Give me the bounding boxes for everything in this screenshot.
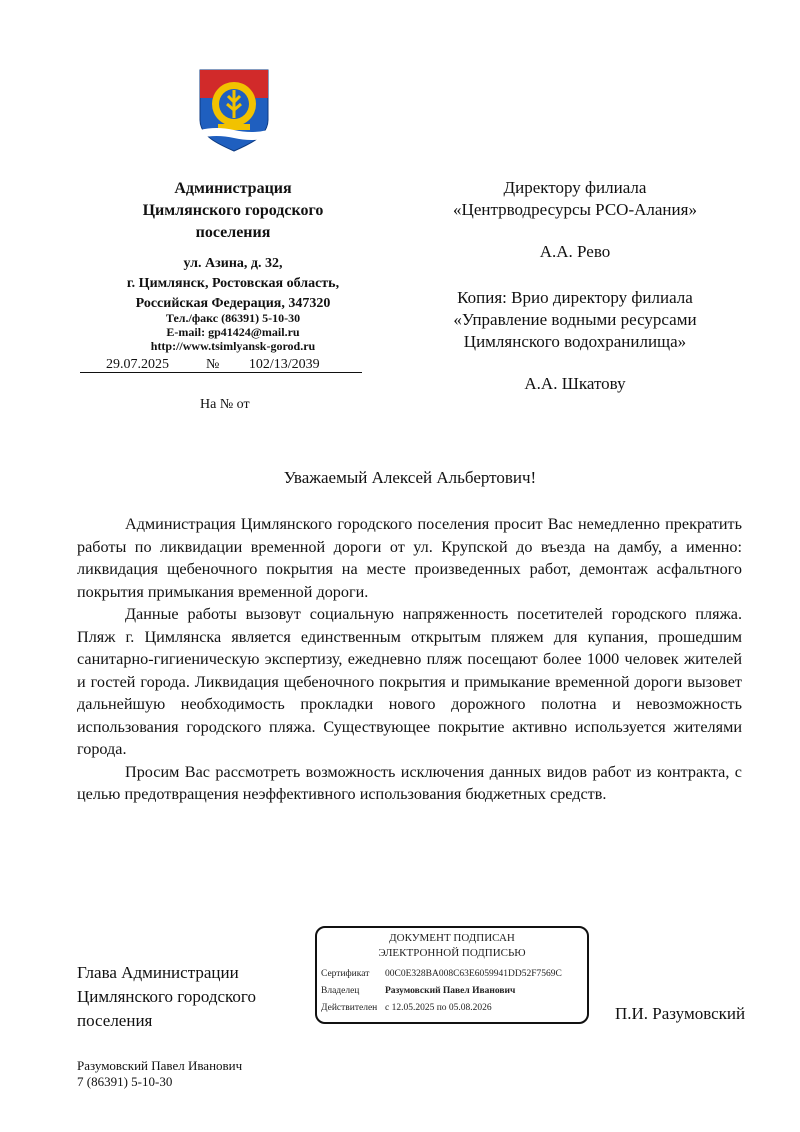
reply-reference: На № от	[200, 397, 250, 412]
recipient-block	[415, 177, 735, 395]
signatory-position	[77, 961, 256, 1033]
sender-website: http://www.tsimlyansk-gorod.ru	[150, 339, 316, 353]
sender-phone: Тел./факс (86391) 5-10-30	[165, 311, 301, 325]
stamp-subtitle: ЭЛЕКТРОННОЙ ПОДПИСЬЮ	[378, 947, 526, 959]
sender-organization-name	[92, 178, 374, 244]
letter-body	[77, 513, 742, 806]
sender-address-line: Российская Федерация, 347320	[135, 296, 331, 311]
body-paragraph: Просим Вас рассмотреть возможность исключения данных видов работ из контракта, с целью предотвращения неэффективного использования бюджетных средств.	[77, 762, 742, 803]
letter-number-label: №	[206, 357, 220, 372]
stamp-owner-value: Разумовский Павел Иванович	[385, 986, 516, 996]
executor-footer	[77, 1058, 242, 1090]
signatory-position-line: поселения	[77, 1011, 153, 1030]
body-paragraph: Администрация Цимлянского городского поселения просит Вас немедленно прекратить работы по ликвидации временной дороги от ул. Крупской до въезда на дамбу, а именно: ликвидация щебеночного покрытия на месте произведенных работ, демонтаж асфальтного покрытия примыкания временной дороги.	[77, 515, 742, 601]
executor-name: Разумовский Павел Иванович	[77, 1058, 243, 1073]
salutation: Уважаемый Алексей Альбертович!	[283, 468, 537, 487]
signatory-position-line: Глава Администрации	[77, 963, 239, 982]
stamp-certificate-row	[321, 968, 562, 980]
stamp-certificate-value: 00C0E328BA008C63E6059941DD52F7569C	[385, 969, 562, 979]
stamp-owner-label: Владелец	[321, 986, 360, 996]
sender-name-line: Цимлянского городского	[142, 202, 324, 219]
signatory-position-line: Цимлянского городского	[77, 987, 256, 1006]
body-paragraph: Данные работы вызовут социальную напряженность посетителей городского пляжа. Пляж г. Цимлянска является единственным открытым пляжем для купания, прошедшим санитарно-гигиеническую экспертизу, ежедневно пляж посещают более 1000 человек жителей и гостей города. Ликвидация щебеночного покрытия и примыкание временной дороги вызовет дальнейшую необходимость прокладки нового дорожного полотна и невозможность использования городского пляжа. Существующее покрытие активно используется жителями города.	[77, 605, 742, 758]
stamp-title: ДОКУМЕНТ ПОДПИСАН	[389, 932, 515, 944]
letter-number: 102/13/2039	[248, 357, 320, 372]
copy-recipient-organization: «Управление водными ресурсами	[453, 310, 697, 329]
electronic-signature-stamp	[315, 926, 589, 1024]
sender-name-line: поселения	[195, 224, 271, 241]
stamp-validity-label: Действителен	[321, 1003, 378, 1013]
sender-address-line: ул. Азина, д. 32,	[183, 256, 283, 271]
copy-recipient-organization: Цимлянского водохранилища»	[463, 332, 687, 351]
letter-date: 29.07.2025	[106, 357, 169, 372]
recipient-organization: «Центрводресурсы РСО-Алания»	[453, 200, 697, 219]
stamp-validity-row	[321, 1002, 492, 1014]
signatory-name: П.И. Разумовский	[615, 1004, 746, 1023]
recipient-name: А.А. Рево	[539, 242, 611, 261]
sender-address-line: г. Цимлянск, Ростовская область,	[126, 276, 340, 291]
copy-recipient-name: А.А. Шкатову	[524, 374, 626, 393]
executor-phone: 7 (86391) 5-10-30	[77, 1074, 173, 1089]
sender-address	[92, 254, 374, 314]
stamp-certificate-label: Сертификат	[321, 969, 370, 979]
recipient-title: Директору филиала	[503, 178, 647, 197]
sender-name-line: Администрация	[174, 180, 292, 197]
stamp-validity-value: с 12.05.2025 по 05.08.2026	[385, 1003, 492, 1013]
registration-line	[80, 357, 362, 373]
copy-recipient-title: Копия: Врио директору филиала	[457, 288, 693, 307]
sender-contacts	[92, 311, 374, 353]
coat-of-arms-emblem	[198, 68, 270, 152]
stamp-owner-row	[321, 985, 515, 997]
sender-email: E-mail: gp41424@mail.ru	[166, 325, 300, 339]
